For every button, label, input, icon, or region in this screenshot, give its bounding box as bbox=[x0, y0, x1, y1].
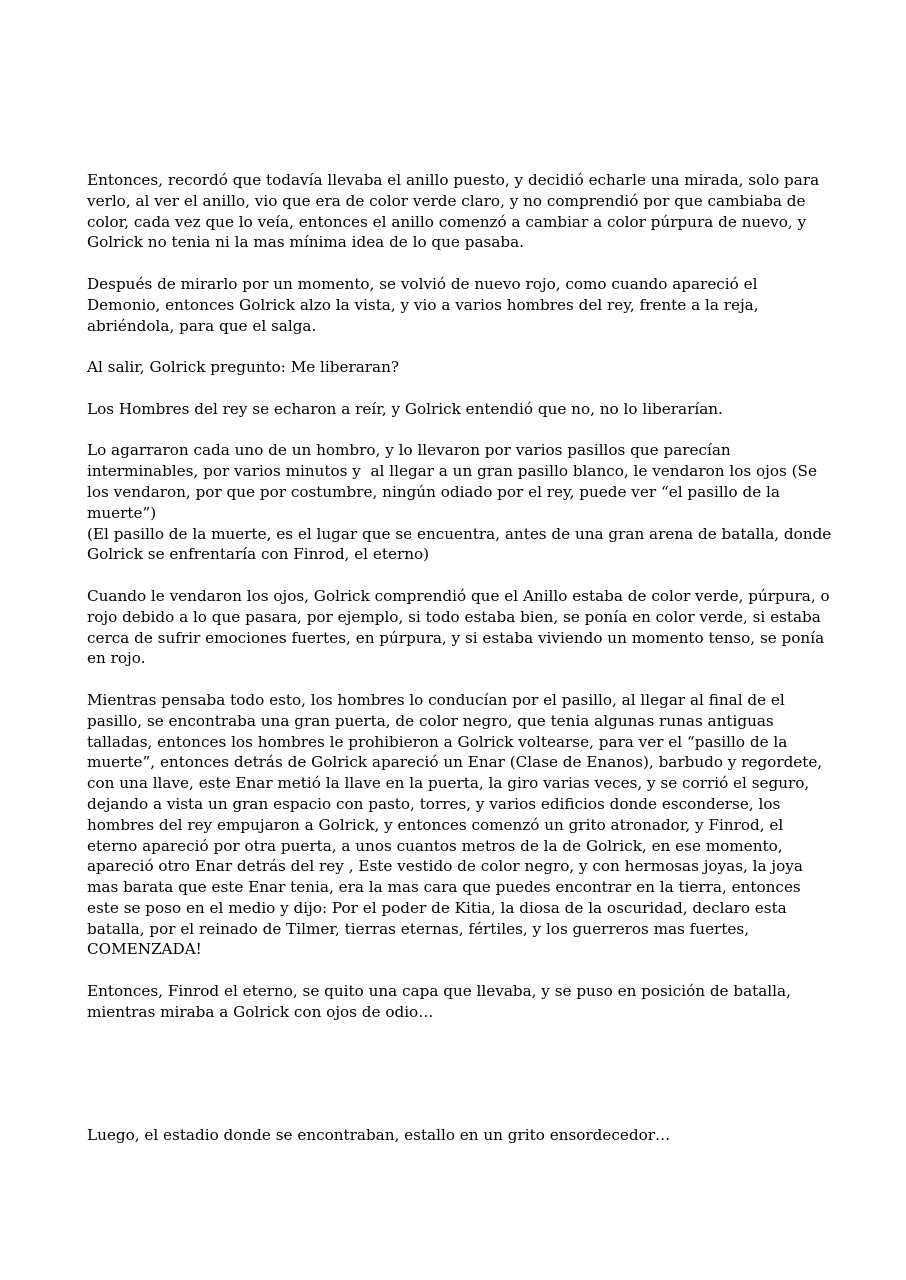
paragraph-6: Cuando le vendaron los ojos, Golrick comprendió que el Anillo estaba de color verde, púrpura, o rojo debido a lo que pasara, por ejemplo, si todo estaba bien, se ponía en color verde, si estaba cerca de sufrir emociones fuertes, en púrpura, y si estaba viviendo un momento tenso, se ponía en rojo. bbox=[87, 586, 835, 668]
paragraph-8: Entonces, Finrod el eterno, se quito una capa que llevaba, y se puso en posición de batalla, mientras miraba a Golrick con ojos de odio… bbox=[87, 982, 796, 1021]
document-body bbox=[87, 170, 835, 1144]
paragraph-1: Entonces, recordó que todavía llevaba el anillo puesto, y decidió echarle una mirada, solo para verlo, al ver el anillo, vio que era de color verde claro, y no comprendió por que cambiaba de color, cada vez que lo veía, entonces el anillo comenzó a cambiar a color púrpura de nuevo, y Golrick no tenia ni la mas mínima idea de lo que pasaba. bbox=[87, 171, 824, 252]
paragraph-4: Los Hombres del rey se echaron a reír, y Golrick entendió que no, no lo liberarían. bbox=[87, 399, 723, 418]
paragraph-3: Al salir, Golrick pregunto: Me liberaran? bbox=[87, 358, 400, 377]
paragraph-2: Después de mirarlo por un momento, se volvió de nuevo rojo, como cuando apareció el Demonio, entonces Golrick alzo la vista, y vio a varios hombres del rey, frente a la reja, abriéndola, para que el salga. bbox=[87, 274, 764, 335]
paragraph-5: Lo agarraron cada uno de un hombro, y lo llevaron por varios pasillos que parecían interminables, por varios minutos y al llegar a un gran pasillo blanco, le vendaron los ojos (Se los vendaron, por que por costumbre, ningún odiado por el rey, puede ver “el pasillo de la muerte”) (El pasillo de la muerte, es el lugar que se encuentra, antes de una gran arena de batalla, donde Golrick se enfrentaría con Finrod, el eterno) bbox=[87, 441, 832, 564]
paragraph-9: Luego, el estadio donde se encontraban, estallo en un grito ensordecedor… bbox=[87, 1126, 671, 1144]
paragraph-7: Mientras pensaba todo esto, los hombres lo conducían por el pasillo, al llegar al final de el pasillo, se encontraba una gran puerta, de color negro, que tenia algunas runas antiguas talladas, entonces los hombres le prohibieron a Golrick voltearse, para ver el “pasillo de la muerte”, entonces detrás de Golrick apareció un Enar (Clase de Enanos), barbudo y regordete, con una llave, este Enar metió la llave en la puerta, la giro varias veces, y se corrió el seguro, dejando a vista un gran espacio con pasto, torres, y varios edificios donde esconderse, los hombres del rey empujaron a Golrick, y entonces comenzó un grito atronador, y Finrod, el eterno apareció por otra puerta, a unos cuantos metros de la de Golrick, en ese momento, apareció otro Enar detrás del rey , Este vestido de color negro, y con hermosas joyas, la joya mas barata que este Enar tenia, era la mas cara que puedes encontrar en la tierra, entonces este se poso en el medio y dijo: Por el poder de Kitia, la diosa de la oscuridad, declaro esta batalla, por el reinado de Tilmer, tierras eternas, fértiles, y los guerreros mas fuertes, COMENZADA! bbox=[87, 690, 828, 959]
